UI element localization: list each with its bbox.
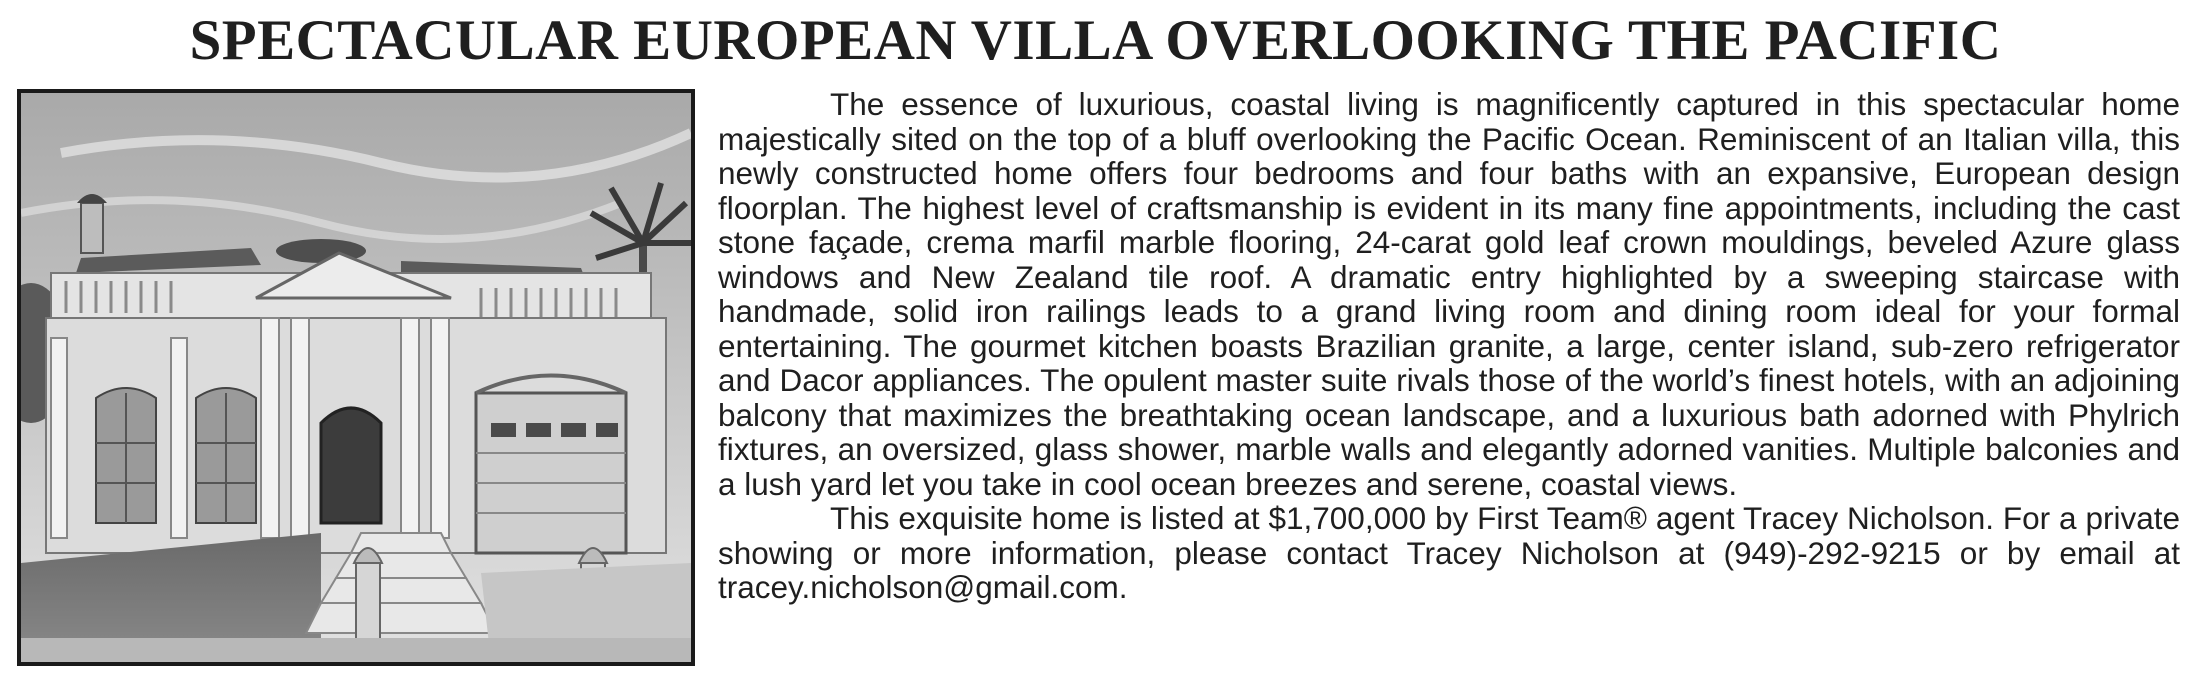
villa-photo	[17, 89, 695, 666]
paragraph-description: The essence of luxurious, coastal living is magnificently captured in this spectacular home majestically sited on the top of a bluff overlooking the Pacific Ocean. Reminiscent of an Italian villa, this newly constructed home offers four bedrooms and four baths with an expansive, European design floorplan. The highest level of craftsmanship is evident in its many fine appointments, including the cast stone façade, crema marfil marble flooring, 24-carat gold leaf crown mouldings, beveled Azure glass windows and New Zealand tile roof. A dramatic entry highlighted by a sweeping staircase with handmade, solid iron railings leads to a grand living room and dining room ideal for your formal entertaining. The gourmet kitchen boasts Brazilian granite, a large, center island, sub-zero refrigerator and Dacor appliances. The opulent master suite rivals those of the world’s finest hotels, with an adjoining balcony that maximizes the breathtaking ocean landscape, and a luxurious bath adorned with Phylrich fixtures, an oversized, glass shower, marble walls and elegantly adorned vanities. Multiple balconies and a lush yard let you take in cool ocean breezes and serene, coastal views.	[718, 86, 2180, 502]
article-body	[718, 87, 2180, 605]
article-headline: SPECTACULAR EUROPEAN VILLA OVERLOOKING THE PACIFIC	[189, 9, 2002, 72]
paragraph-listing-contact: This exquisite home is listed at $1,700,000 by First Team® agent Tracey Nicholson. For a private showing or more information, please contact Tracey Nicholson at (949)-292-9215 or by email at tracey.nicholson@gmail.com.	[718, 500, 2180, 605]
